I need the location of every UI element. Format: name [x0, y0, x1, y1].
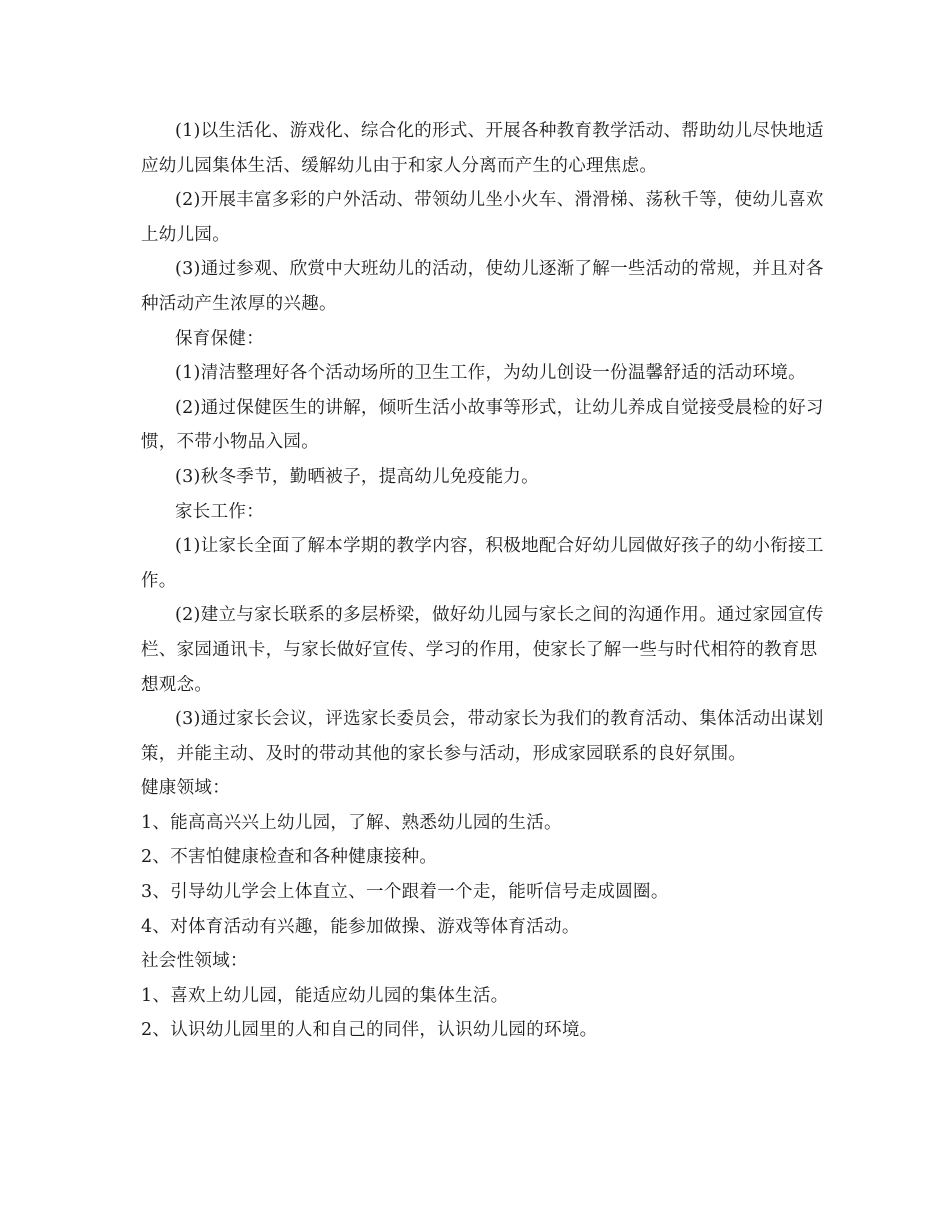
section-heading-parent-work: 家长工作：: [175, 501, 264, 522]
paragraph-care-1: (1)清洁整理好各个活动场所的卫生工作，为幼儿创设一份温馨舒适的活动环境。: [175, 363, 806, 384]
list-item-health-3: 3、引导幼儿学会上体直立、一个跟着一个走，能听信号走成圆圈。: [141, 882, 669, 903]
section-heading-health-care: 保育保健：: [175, 328, 264, 349]
paragraph-care-2: (2)通过保健医生的讲解，倾听生活小故事等形式，让幼儿养成自觉接受晨检的好习惯，不带小物品入园。: [141, 397, 824, 453]
section-heading-health-domain: 健康领域：: [141, 778, 230, 799]
paragraph-activity-1: (1)以生活化、游戏化、综合化的形式、开展各种教育教学活动、帮助幼儿尽快地适应幼儿园集体生活、缓解幼儿由于和家人分离而产生的心理焦虑。: [141, 121, 824, 176]
paragraph-parent-2: (2)建立与家长联系的多层桥梁，做好幼儿园与家长之间的沟通作用。通过家园宣传栏、家园通讯卡，与家长做好宣传、学习的作用，使家长了解一些与时代相符的教育思想观念。: [141, 605, 824, 695]
list-item-health-2: 2、不害怕健康检查和各种健康接种。: [141, 847, 438, 868]
list-item-health-1: 1、能高高兴兴上幼儿园，了解、熟悉幼儿园的生活。: [141, 812, 562, 833]
document-body: [141, 114, 831, 1048]
paragraph-parent-1: (1)让家长全面了解本学期的教学内容，积极地配合好幼儿园做好孩子的幼小衔接工作。: [141, 536, 824, 591]
paragraph-parent-3: (3)通过家长会议，评选家长委员会，带动家长为我们的教育活动、集体活动出谋划策，并能主动、及时的带动其他的家长参与活动，形成家园联系的良好氛围。: [141, 709, 824, 764]
paragraph-care-3: (3)秋冬季节，勤晒被子，提高幼儿免疫能力。: [175, 466, 539, 487]
list-item-social-1: 1、喜欢上幼儿园，能适应幼儿园的集体生活。: [141, 985, 509, 1006]
list-item-health-4: 4、对体育活动有兴趣，能参加做操、游戏等体育活动。: [141, 916, 580, 937]
list-item-social-2: 2、认识幼儿园里的人和自己的同伴，认识幼儿园的环境。: [141, 1020, 598, 1041]
section-heading-social-domain: 社会性领域：: [141, 951, 248, 972]
paragraph-activity-2: (2)开展丰富多彩的户外活动、带领幼儿坐小火车、滑滑梯、荡秋千等，使幼儿喜欢上幼儿园。: [141, 190, 824, 245]
paragraph-activity-3: (3)通过参观、欣赏中大班幼儿的活动，使幼儿逐渐了解一些活动的常规，并且对各种活动产生浓厚的兴趣。: [141, 259, 824, 314]
